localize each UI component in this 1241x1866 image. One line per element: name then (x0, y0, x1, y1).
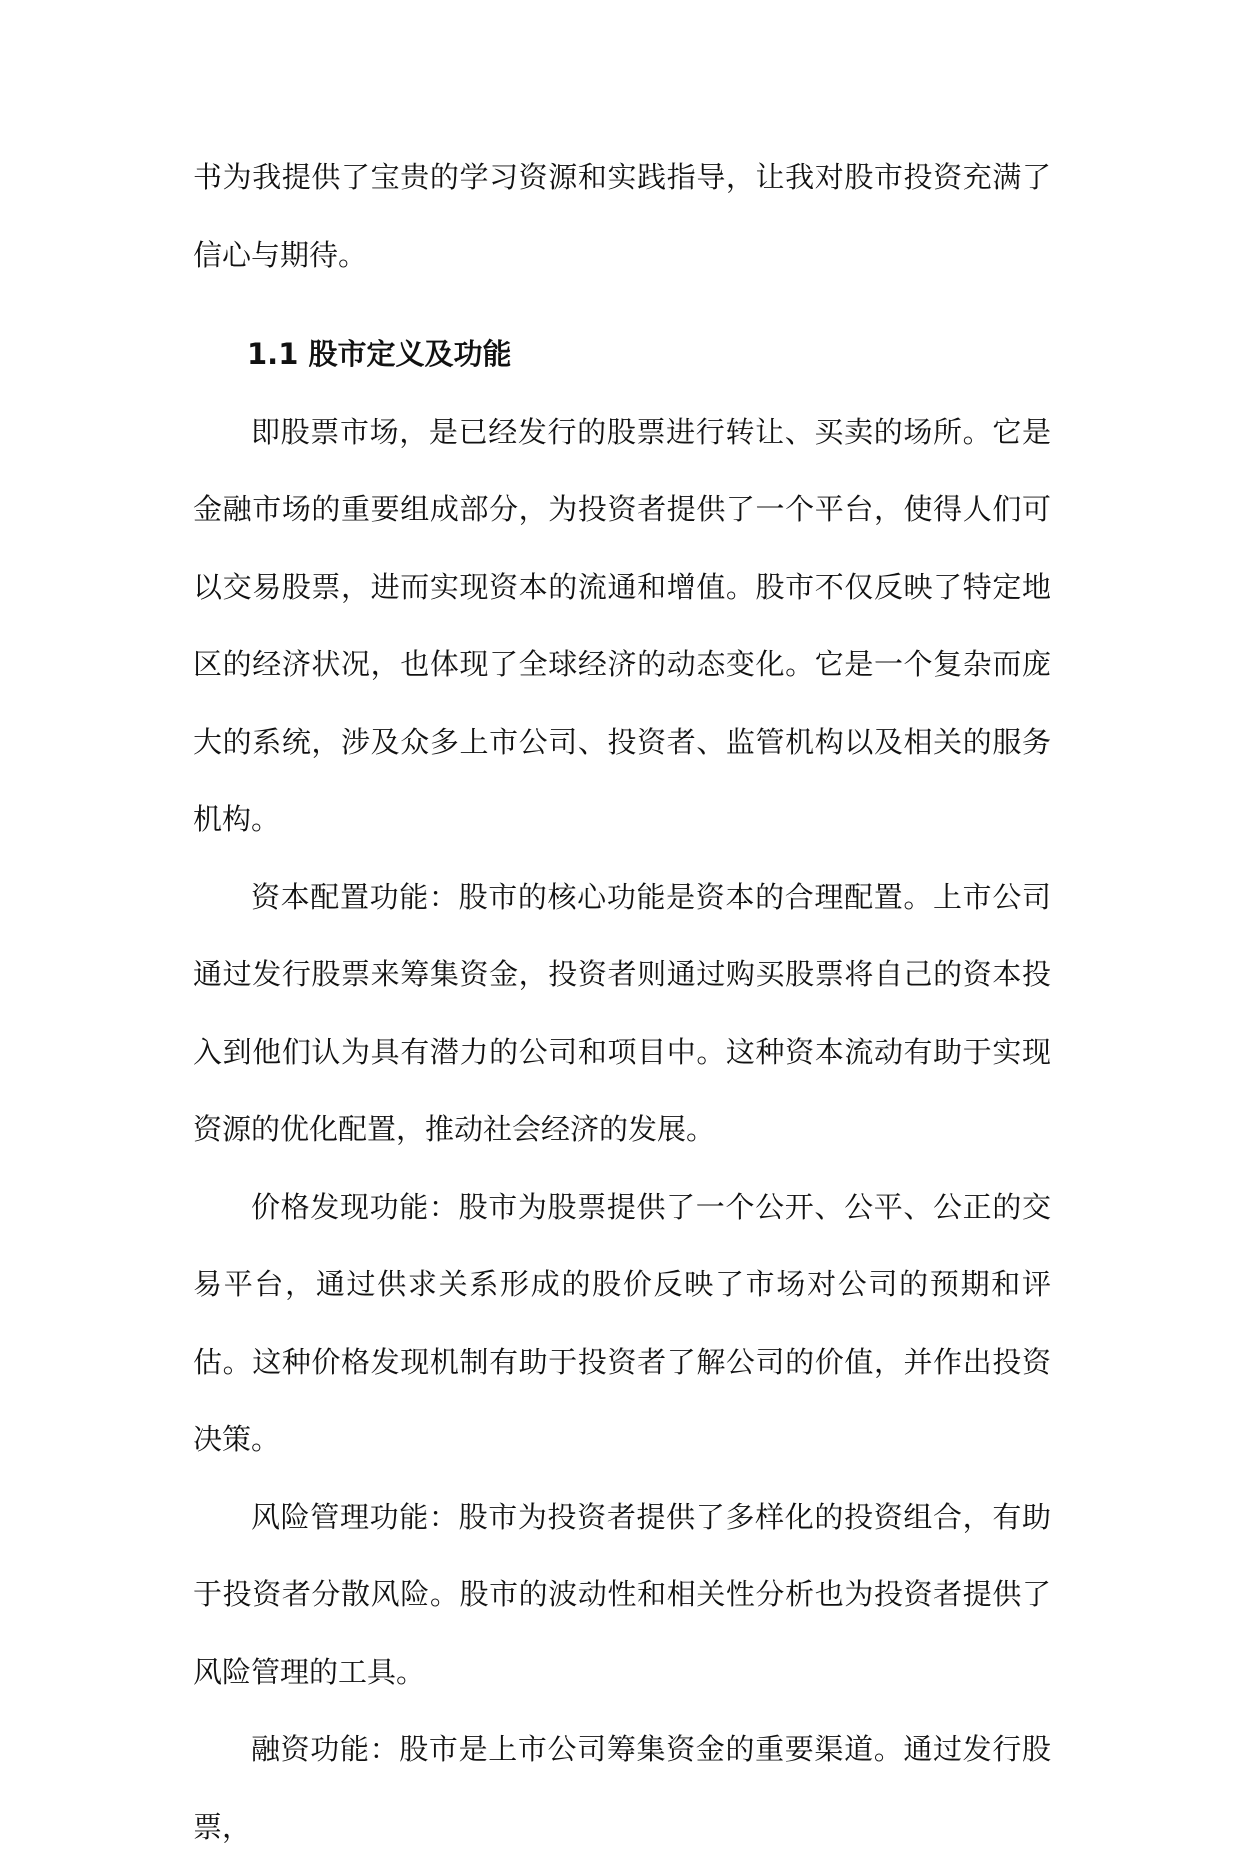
paragraph-definition: 即股票市场，是已经发行的股票进行转让、买卖的场所。它是金融市场的重要组成部分，为投资者提供了一个平台，使得人们可以交易股票，进而实现资本的流通和增值。股市不仅反映了特定地区的经济状况，也体现了全球经济的动态变化。它是一个复杂而庞大的系统，涉及众多上市公司、投资者、监管机构以及相关的服务机构。 (193, 414, 1051, 836)
section-heading: 1.1 股市定义及功能 (247, 337, 512, 371)
paragraph-capital-allocation: 资本配置功能：股市的核心功能是资本的合理配置。上市公司通过发行股票来筹集资金，投资者则通过购买股票将自己的资本投入到他们认为具有潜力的公司和项目中。这种资本流动有助于实现资源的优化配置，推动社会经济的发展。 (193, 879, 1051, 1146)
document-body (193, 139, 1051, 1866)
paragraph-risk-management: 风险管理功能：股市为投资者提供了多样化的投资组合，有助于投资者分散风险。股市的波动性和相关性分析也为投资者提供了风险管理的工具。 (193, 1499, 1051, 1689)
continuation-paragraph: 书为我提供了宝贵的学习资源和实践指导，让我对股市投资充满了信心与期待。 (193, 160, 1051, 272)
paragraph-financing: 融资功能：股市是上市公司筹集资金的重要渠道。通过发行股票， (193, 1732, 1051, 1844)
paragraph-price-discovery: 价格发现功能：股市为股票提供了一个公开、公平、公正的交易平台，通过供求关系形成的股价反映了市场对公司的预期和评估。这种价格发现机制有助于投资者了解公司的价值，并作出投资决策。 (193, 1189, 1051, 1456)
